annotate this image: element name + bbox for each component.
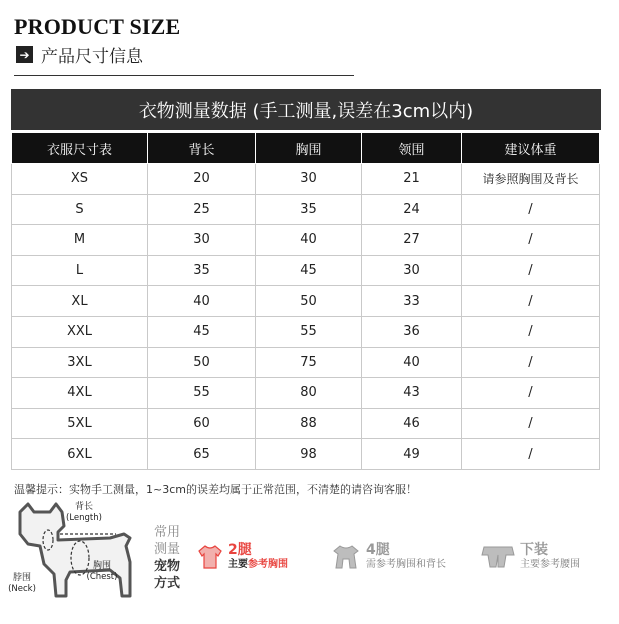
cell-neck: 21	[362, 164, 462, 195]
cell-size: XS	[12, 164, 148, 195]
cell-size: L	[12, 255, 148, 286]
cell-chest: 88	[256, 408, 362, 439]
arrow-right-icon: ➔	[16, 46, 33, 63]
title-divider	[14, 75, 354, 76]
cell-chest: 30	[256, 164, 362, 195]
pants-icon	[480, 543, 516, 571]
cell-weight: /	[462, 439, 600, 470]
page-subtitle	[16, 42, 143, 67]
header-weight: 建议体重	[462, 133, 600, 164]
cell-chest: 45	[256, 255, 362, 286]
caption-line: 测量	[154, 542, 181, 557]
cell-neck: 27	[362, 225, 462, 256]
dog-measurement-diagram	[6, 500, 156, 620]
cell-neck: 30	[362, 255, 462, 286]
table-row	[12, 194, 600, 225]
cell-back: 35	[148, 255, 256, 286]
option-title: 4腿	[366, 542, 390, 558]
cell-size: 3XL	[12, 347, 148, 378]
cell-size: 4XL	[12, 378, 148, 409]
cell-size: 6XL	[12, 439, 148, 470]
measurement-tip: 温馨提示：实物手工测量，1~3cm的误差均属于正常范围，不清楚的请咨询客服！	[14, 483, 417, 496]
cell-size: XXL	[12, 316, 148, 347]
cell-weight: /	[462, 286, 600, 317]
cell-neck: 49	[362, 439, 462, 470]
cell-back: 25	[148, 194, 256, 225]
header-neck: 领围	[362, 133, 462, 164]
cell-weight: /	[462, 225, 600, 256]
cell-size: 5XL	[12, 408, 148, 439]
cell-chest: 50	[256, 286, 362, 317]
option-pants	[480, 542, 580, 572]
option-sub-main: 主要	[228, 559, 248, 570]
cell-chest: 55	[256, 316, 362, 347]
header-back-length: 背长	[148, 133, 256, 164]
table-row	[12, 255, 600, 286]
cell-weight: /	[462, 316, 600, 347]
chest-label: 胸围	[92, 561, 112, 571]
cell-back: 40	[148, 286, 256, 317]
page-title: PRODUCT SIZE	[14, 14, 181, 39]
cell-weight: /	[462, 194, 600, 225]
chest-label-en: (Chest)	[86, 572, 118, 582]
size-table	[11, 132, 600, 470]
cell-back: 55	[148, 378, 256, 409]
cell-size: S	[12, 194, 148, 225]
cell-neck: 46	[362, 408, 462, 439]
cell-back: 20	[148, 164, 256, 195]
table-row	[12, 408, 600, 439]
table-row	[12, 378, 600, 409]
header-chest: 胸围	[256, 133, 362, 164]
option-sub: 需参考胸围和背长	[366, 559, 446, 570]
cell-chest: 80	[256, 378, 362, 409]
cell-size: M	[12, 225, 148, 256]
table-banner: 衣物测量数据 (手工测量,误差在3cm以内)	[11, 89, 601, 130]
option-title: 下装	[520, 542, 548, 558]
cell-chest: 35	[256, 194, 362, 225]
measure-method-caption	[154, 524, 186, 592]
cell-weight: /	[462, 255, 600, 286]
table-row	[12, 286, 600, 317]
caption-line: 宠物	[154, 559, 181, 574]
subtitle-text: 产品尺寸信息	[41, 47, 143, 67]
table-row	[12, 347, 600, 378]
cell-neck: 36	[362, 316, 462, 347]
table-row	[12, 225, 600, 256]
cell-weight: /	[462, 347, 600, 378]
caption-line: 常用	[154, 525, 181, 540]
table-row	[12, 164, 600, 195]
cell-weight: 请参照胸围及背长	[462, 164, 600, 195]
cell-weight: /	[462, 408, 600, 439]
option-two-leg	[196, 542, 288, 572]
cell-back: 65	[148, 439, 256, 470]
cell-back: 45	[148, 316, 256, 347]
cell-neck: 43	[362, 378, 462, 409]
option-sub-highlight: 参考胸围	[248, 559, 288, 570]
cell-back: 60	[148, 408, 256, 439]
option-sub: 主要参考腰围	[520, 559, 580, 570]
cell-neck: 40	[362, 347, 462, 378]
cell-weight: /	[462, 378, 600, 409]
cell-size: XL	[12, 286, 148, 317]
back-label-en: (Length)	[66, 513, 102, 523]
back-label: 背长	[74, 502, 94, 512]
table-header-row	[12, 133, 600, 164]
cell-neck: 33	[362, 286, 462, 317]
shirt-icon	[196, 543, 224, 571]
cell-back: 30	[148, 225, 256, 256]
table-row	[12, 316, 600, 347]
header-size: 衣服尺寸表	[12, 133, 148, 164]
neck-label-en: (Neck)	[8, 584, 36, 594]
option-title: 2腿	[228, 542, 252, 558]
cell-back: 50	[148, 347, 256, 378]
neck-label: 脖围	[12, 573, 32, 583]
cell-chest: 40	[256, 225, 362, 256]
four-leg-suit-icon	[330, 543, 362, 571]
option-four-leg	[330, 542, 446, 572]
cell-chest: 98	[256, 439, 362, 470]
cell-neck: 24	[362, 194, 462, 225]
caption-line: 方式	[154, 576, 181, 591]
table-row	[12, 439, 600, 470]
cell-chest: 75	[256, 347, 362, 378]
